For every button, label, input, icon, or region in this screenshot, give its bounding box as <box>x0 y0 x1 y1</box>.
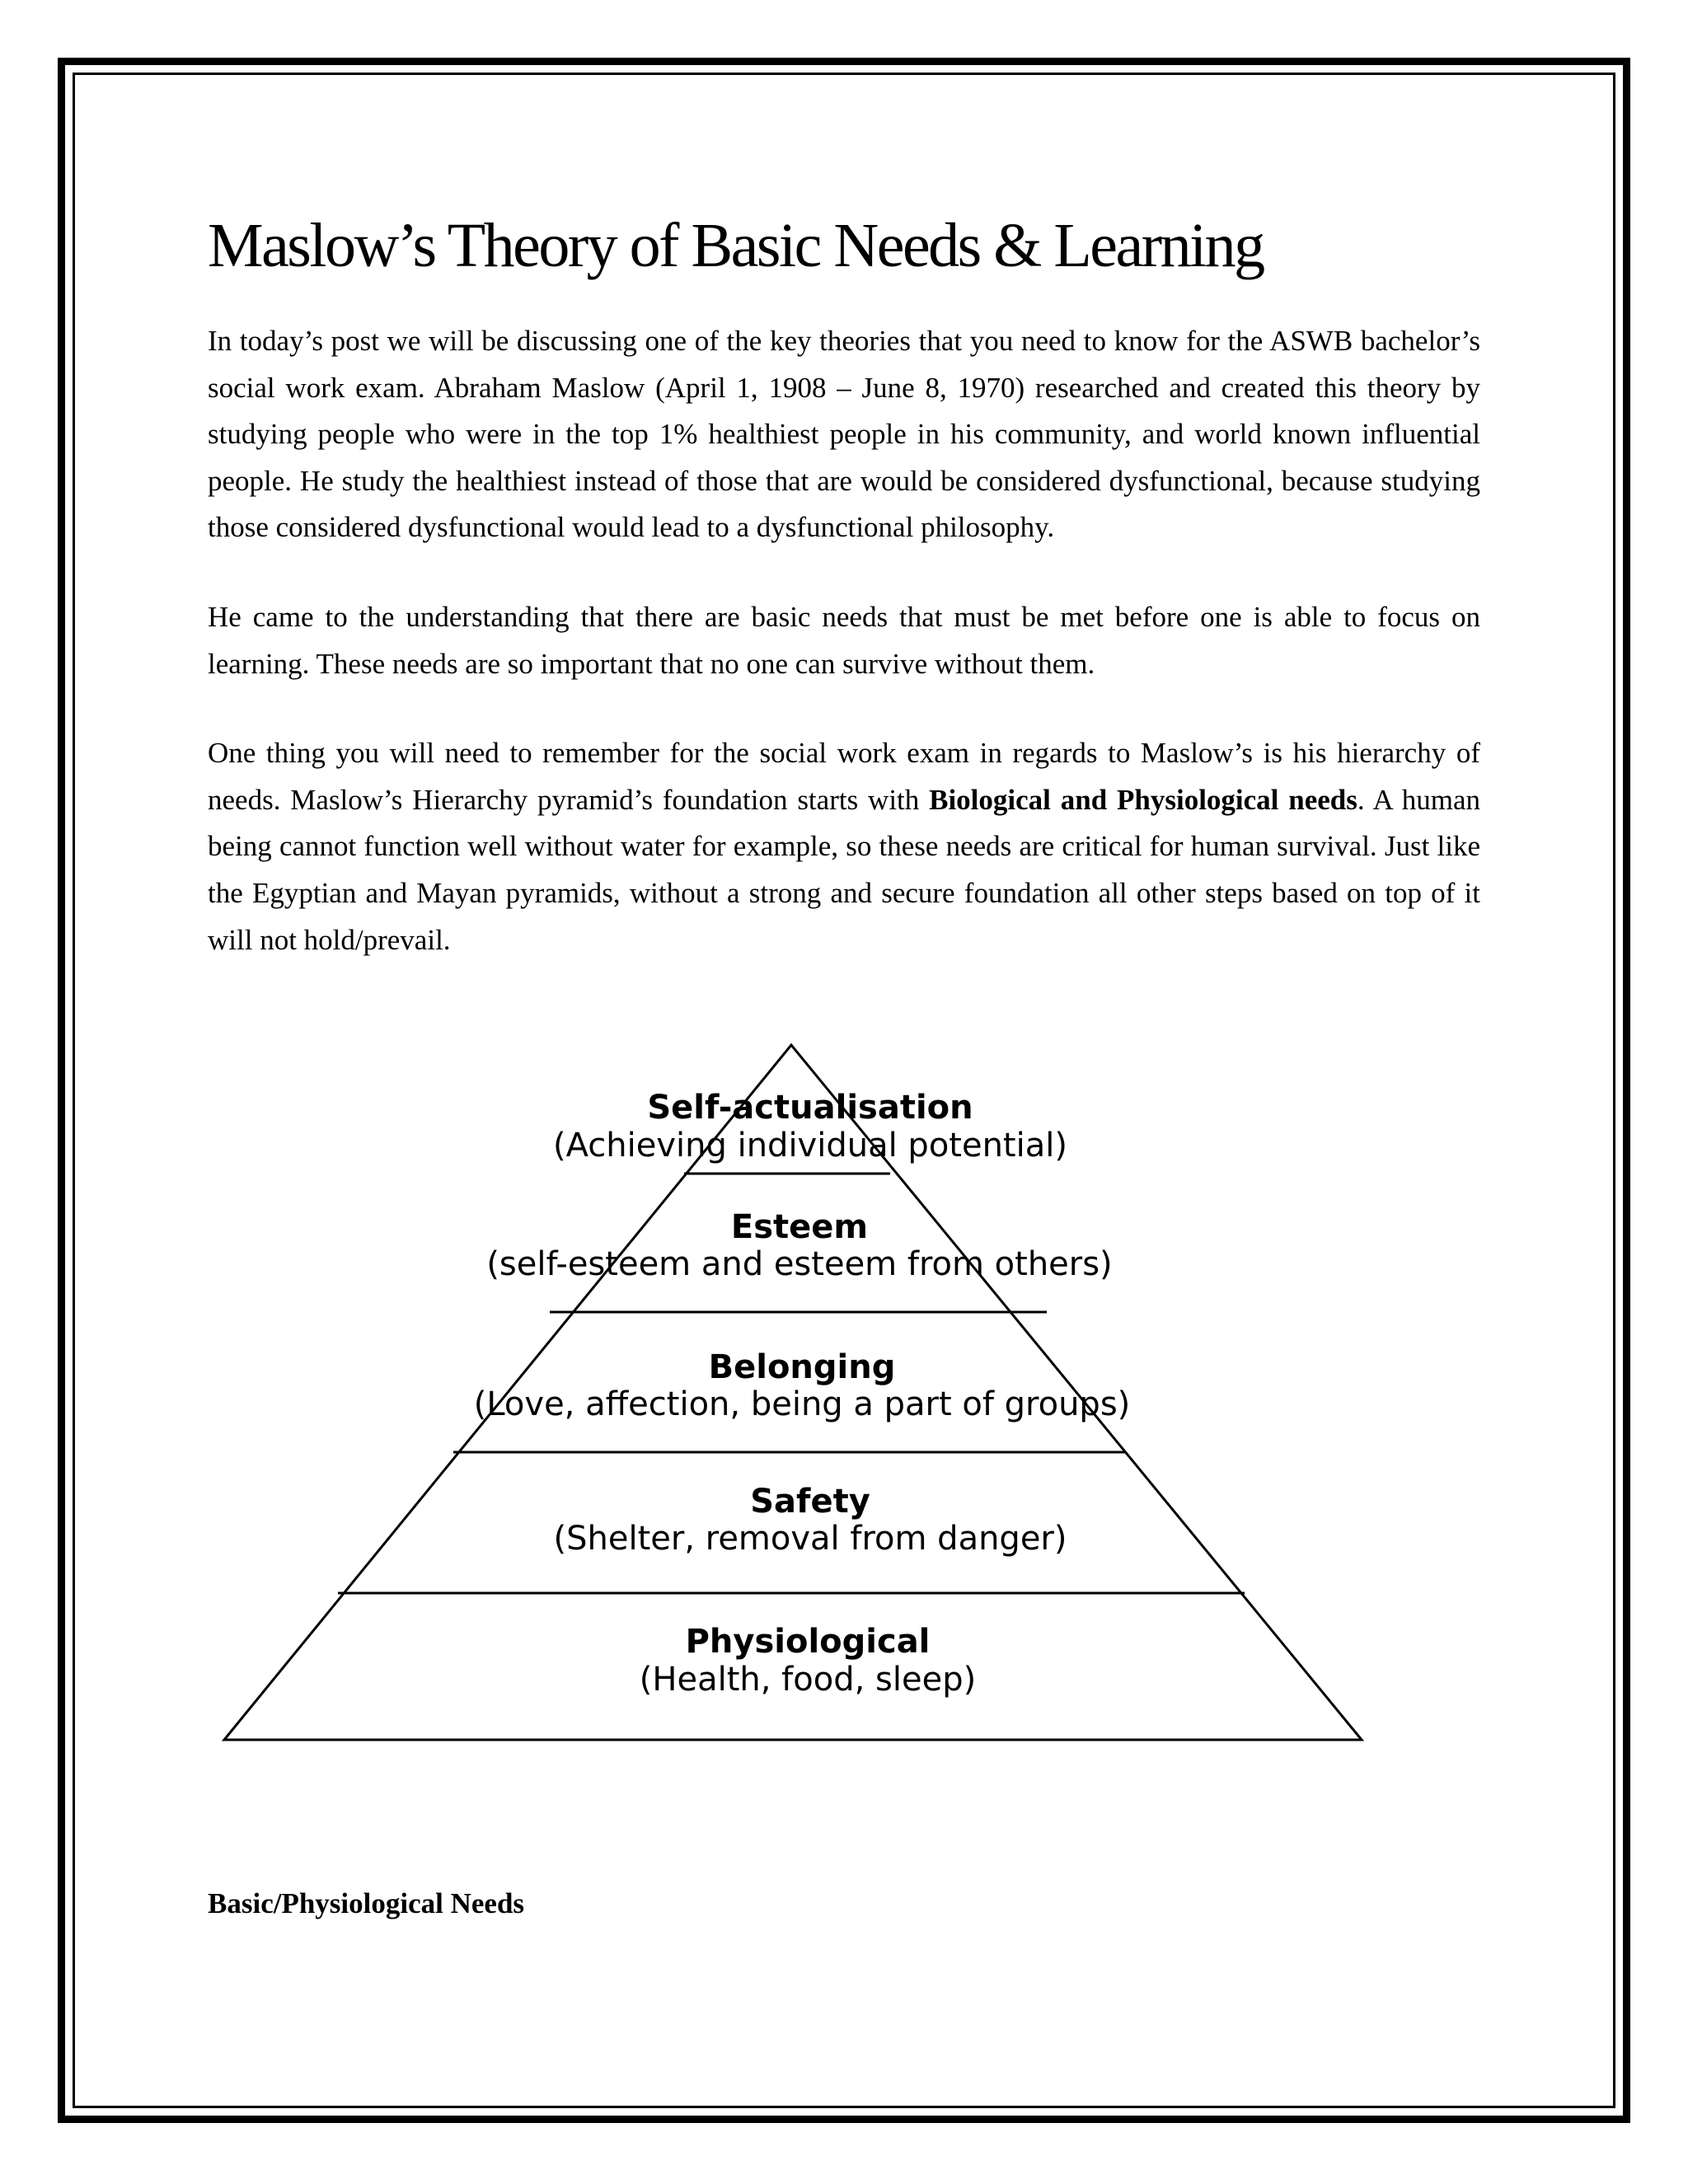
hierarchy-text-start: One thing you will need to remember for the social work exam in regards to Maslow’s is his hierarchy of needs. Maslow’s Hierarchy pyramid’s foundation starts with <box>208 737 1480 816</box>
pyramid-level-belonging-title: Belonging <box>708 1348 896 1386</box>
pyramid-level-safety-subtitle: (Shelter, removal from danger) <box>553 1520 1067 1558</box>
hierarchy-text-end: . A human being cannot function well without water for example, so these needs are critical for human survival. Just like the Egyptian and Mayan pyramids, without a strong and secure foundation all other steps based on top of it will not hold/prevail. <box>208 783 1480 956</box>
hierarchy-bold-phrase: Biological and Physiological needs <box>929 783 1357 816</box>
pyramid-level-esteem-title: Esteem <box>730 1208 869 1246</box>
pyramid-level-self-actualisation-subtitle: (Achieving individual potential) <box>553 1127 1067 1165</box>
pyramid-level-esteem-subtitle: (self-esteem and esteem from others) <box>486 1245 1113 1283</box>
document-body <box>208 206 1480 963</box>
section-heading-basic-needs: Basic/Physiological Needs <box>208 1887 525 1919</box>
pyramid-level-self-actualisation-title: Self-actualisation <box>647 1089 973 1127</box>
basic-needs-paragraph: He came to the understanding that there are basic needs that must be met before one is able to focus on learning. These needs are so important that no one can survive without them. <box>208 600 1480 680</box>
document-title: Maslow’s Theory of Basic Needs & Learning <box>208 211 1264 280</box>
maslow-pyramid-diagram <box>214 1043 1385 1743</box>
intro-paragraph: In today’s post we will be discussing one of the key theories that you need to know for the ASWB bachelor’s social work exam. Abraham Maslow (April 1, 1908 – June 8, 1970) researched and created this theory by studying people who were in the top 1% healthiest people in his community, and world known influential people. He study the healthiest instead of those that are would be considered dysfunctional, because studying those considered dysfunctional would lead to a dysfunctional philosophy. <box>208 325 1480 544</box>
pyramid-level-belonging-subtitle: (Love, affection, being a part of groups) <box>473 1385 1131 1423</box>
pyramid-level-physiological-title: Physiological <box>685 1623 931 1661</box>
pyramid-level-safety-title: Safety <box>750 1483 870 1521</box>
hierarchy-paragraph <box>208 730 1480 963</box>
pyramid-level-physiological-subtitle: (Health, food, sleep) <box>639 1661 977 1699</box>
